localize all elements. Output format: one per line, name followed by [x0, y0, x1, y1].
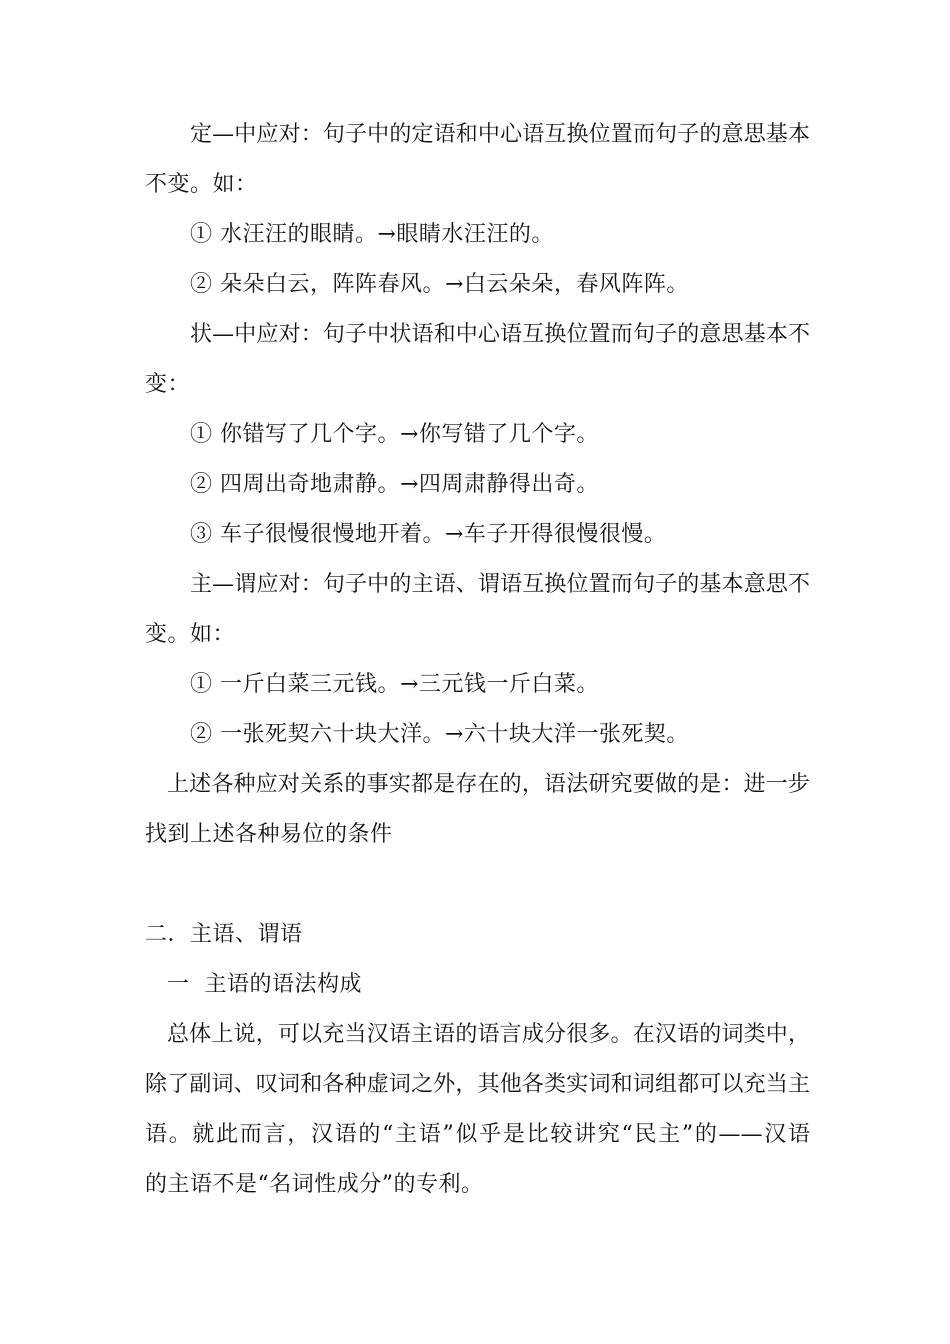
paragraph-line: 语。就此而言，汉语的“主语”似乎是比较讲究“民主”的——汉语: [145, 1122, 810, 1147]
paragraph-line: 的主语不是“名词性成分”的专利。: [145, 1172, 484, 1197]
list-item: ③ 车子很慢很慢地开着。→车子开得很慢很慢。: [190, 522, 667, 547]
paragraph-line: 变。如：: [145, 622, 236, 647]
list-item: ① 水汪汪的眼睛。→眼睛水汪汪的。: [190, 222, 554, 247]
paragraph-line: 主—谓应对：句子中的主语、谓语互换位置而句子的基本意思不: [190, 572, 810, 597]
paragraph-line: 找到上述各种易位的条件: [145, 822, 393, 847]
list-item: ① 你错写了几个字。→你写错了几个字。: [190, 422, 599, 447]
subsection-heading: 一 主语的语法构成: [167, 972, 362, 997]
paragraph-line: 定—中应对：句子中的定语和中心语互换位置而句子的意思基本: [190, 122, 810, 147]
section-heading: 二．主语、谓语: [145, 922, 303, 947]
list-item: ① 一斤白菜三元钱。→三元钱一斤白菜。: [190, 672, 599, 697]
paragraph-line: 不变。如：: [145, 172, 258, 197]
paragraph-line: 状—中应对：句子中状语和中心语互换位置而句子的意思基本不: [190, 322, 810, 347]
paragraph-line: 总体上说，可以充当汉语主语的语言成分很多。在汉语的词类中，: [167, 1022, 810, 1047]
paragraph-line: 上述各种应对关系的事实都是存在的，语法研究要做的是：进一步: [167, 772, 810, 797]
list-item: ② 四周出奇地肃静。→四周肃静得出奇。: [190, 472, 599, 497]
list-item: ② 朵朵白云，阵阵春风。→白云朵朵，春风阵阵。: [190, 272, 689, 297]
paragraph-line: 变：: [145, 372, 191, 397]
list-item: ② 一张死契六十块大洋。→六十块大洋一张死契。: [190, 722, 689, 747]
paragraph-line: 除了副词、叹词和各种虚词之外，其他各类实词和词组都可以充当主: [145, 1072, 810, 1097]
